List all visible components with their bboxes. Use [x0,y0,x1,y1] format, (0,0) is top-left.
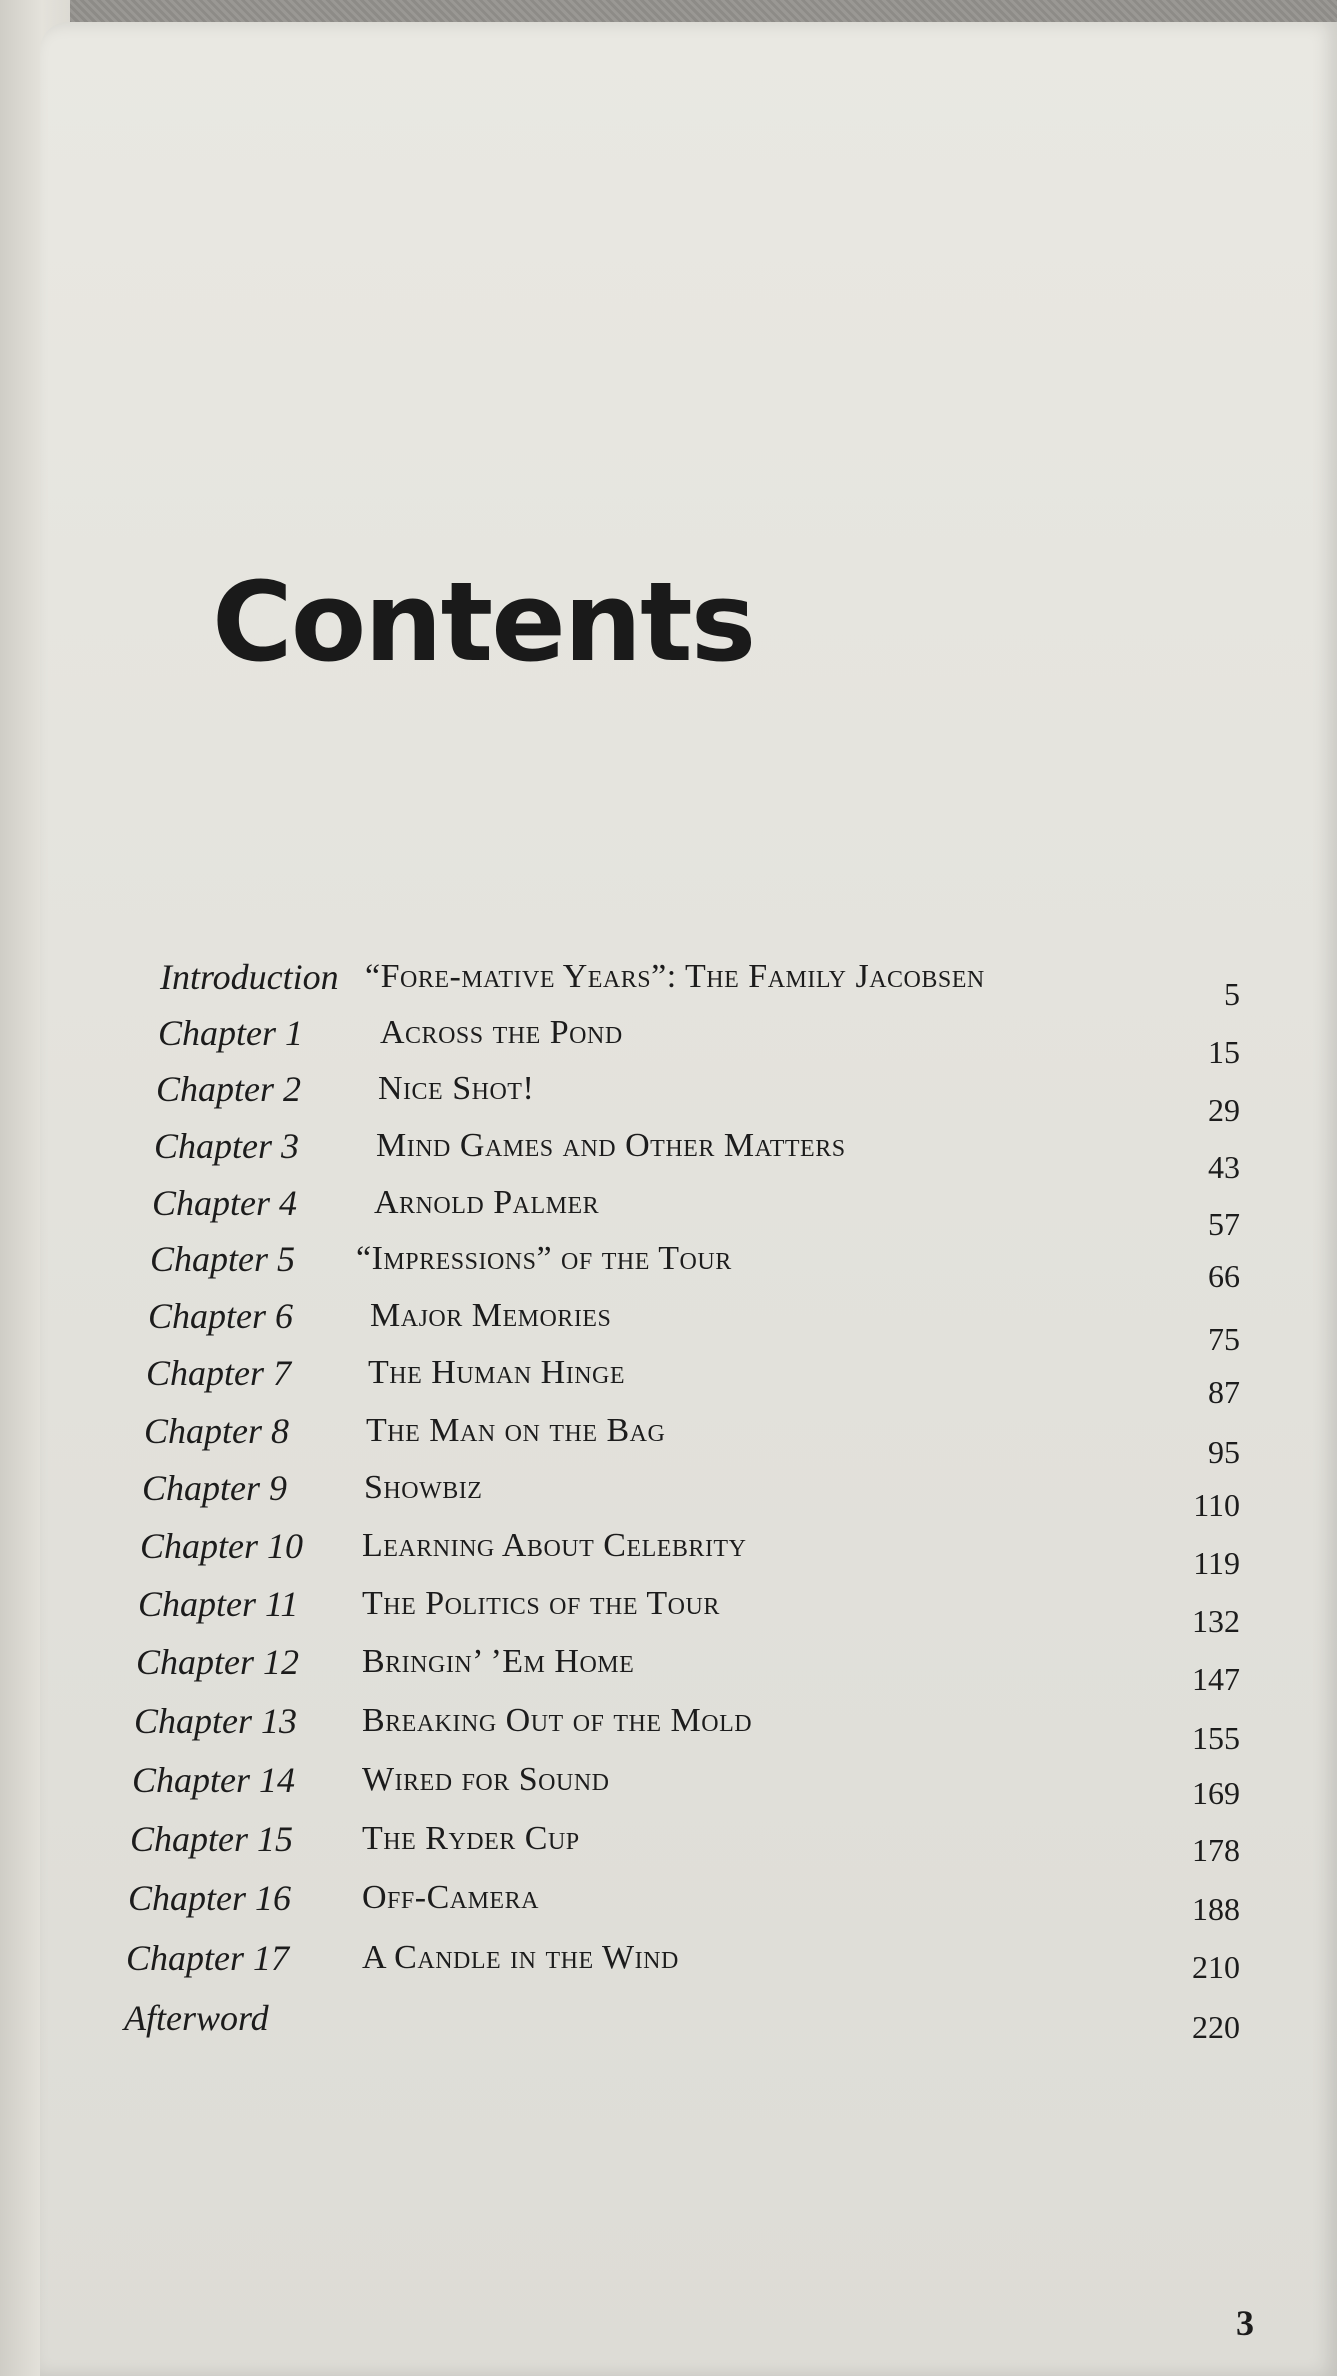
toc-page-number: 220 [1192,2009,1240,2045]
toc-page-number: 43 [1208,1149,1240,1185]
toc-page-number: 155 [1192,1720,1240,1756]
toc-label: Chapter 1 [158,1013,304,1053]
page-title: Contents [212,558,755,686]
toc-row [136,1641,1256,1697]
toc-page-number: 210 [1192,1949,1240,1985]
toc-label: Chapter 15 [130,1819,294,1859]
toc-label: Chapter 14 [132,1760,296,1800]
toc-label: Afterword [124,1998,269,2038]
toc-label: Chapter 13 [134,1701,298,1741]
toc-row [154,1125,1274,1185]
toc-heading: Across the Pond [380,1014,623,1051]
toc-heading: Learning About Celebrity [362,1527,747,1564]
toc-heading: Wired for Sound [362,1761,610,1798]
toc-page-number: 132 [1192,1603,1240,1639]
toc-heading: Breaking Out of the Mold [362,1702,753,1739]
toc-heading: The Man on the Bag [366,1412,666,1449]
toc-heading: Bringin’ ’Em Home [362,1643,635,1680]
toc-heading: “Impressions” of the Tour [356,1240,732,1277]
toc-row [140,1525,1260,1581]
toc-label: Chapter 10 [140,1526,304,1566]
toc-heading: The Ryder Cup [362,1820,580,1857]
book-page [40,22,1337,2376]
page-number: 3 [1236,2303,1254,2343]
toc-row [148,1295,1268,1357]
toc-label: Chapter 17 [126,1938,290,1978]
toc-row [144,1410,1264,1470]
toc-heading: Off-Camera [362,1879,539,1916]
toc-label: Chapter 5 [150,1239,296,1279]
toc-row [150,1238,1270,1294]
toc-row [124,1997,1244,2047]
toc-row [130,1818,1250,1868]
toc-page-number: 95 [1208,1434,1240,1470]
toc-row [126,1937,1246,1987]
toc-row [134,1700,1254,1756]
toc-page-number: 57 [1208,1206,1240,1242]
toc-heading: Showbiz [364,1469,483,1506]
toc-page-number: 66 [1208,1258,1240,1294]
toc-label: Chapter 2 [156,1069,302,1109]
toc-row [152,1182,1272,1242]
toc-heading: Arnold Palmer [374,1184,600,1221]
toc-heading: Nice Shot! [378,1070,535,1107]
toc-label: Chapter 3 [154,1126,300,1166]
toc-page-number: 169 [1192,1775,1240,1811]
toc-row [146,1352,1266,1410]
toc-label: Introduction [160,957,339,997]
toc-label: Chapter 16 [128,1878,292,1918]
toc-row [132,1759,1252,1809]
toc-heading: Major Memories [370,1297,612,1334]
toc-heading: The Politics of the Tour [362,1585,720,1622]
toc-label: Chapter 11 [138,1584,299,1624]
toc-row [160,956,1280,1012]
toc-page-number: 119 [1193,1545,1240,1581]
toc-page-number: 147 [1192,1661,1240,1697]
toc-label: Chapter 7 [146,1353,292,1393]
toc-heading: A Candle in the Wind [362,1939,679,1976]
toc-label: Chapter 12 [136,1642,300,1682]
toc-page-number: 110 [1193,1487,1240,1523]
toc-page-number: 188 [1192,1891,1240,1927]
toc-page-number: 87 [1208,1374,1240,1410]
toc-heading: Mind Games and Other Matters [376,1127,846,1164]
toc-label: Chapter 4 [152,1183,298,1223]
toc-row [142,1467,1262,1523]
toc-row [138,1583,1258,1639]
toc-row [128,1877,1248,1927]
toc-heading: The Human Hinge [368,1354,626,1391]
toc-page-number: 75 [1208,1321,1240,1357]
toc-page-number: 29 [1208,1092,1240,1128]
toc-page-number: 5 [1224,976,1240,1012]
toc-label: Chapter 9 [142,1468,288,1508]
toc-row [156,1068,1276,1128]
toc-row [158,1012,1278,1070]
toc-heading: “Fore-mative Years”: The Family Jacobsen [365,958,985,995]
toc-label: Chapter 6 [148,1296,294,1336]
toc-page-number: 178 [1192,1832,1240,1868]
toc-page-number: 15 [1208,1034,1240,1070]
toc-label: Chapter 8 [144,1411,290,1451]
